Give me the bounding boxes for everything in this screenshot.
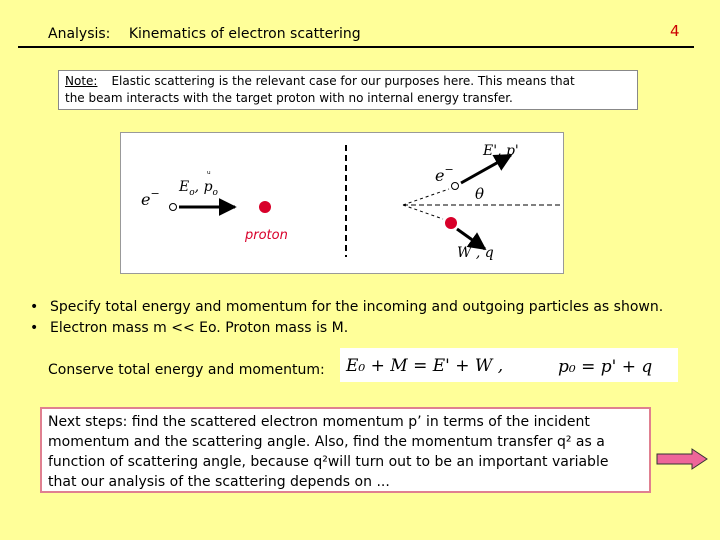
momentum-equation: p₀ = p' + q	[558, 357, 653, 377]
next-steps-box	[40, 407, 651, 493]
scattering-diagram	[120, 132, 564, 274]
bullet-list	[30, 297, 663, 339]
vector-mark-p0: ᵘ	[207, 170, 211, 180]
recoil-proton	[445, 217, 457, 229]
title-divider	[18, 46, 694, 48]
scattered-kinematics-label: E', p'	[483, 143, 519, 159]
slide-title	[48, 26, 361, 42]
page-number: 4	[670, 22, 680, 40]
diagram-svg	[121, 133, 563, 273]
title-topic: Kinematics of electron scattering	[128, 26, 361, 42]
scattered-path	[403, 189, 449, 205]
next-steps-line: Next steps: find the scattered electron momentum p’ in terms of the incident	[48, 414, 590, 430]
scattering-angle-label: θ	[475, 185, 485, 203]
bullet-item: • Electron mass m << Eo. Proton mass is M.	[30, 318, 663, 339]
note-label: Note:	[65, 74, 98, 88]
bullet-item: • Specify total energy and momentum for the incoming and outgoing particles as shown.	[30, 297, 663, 318]
recoil-kinematics-label: W , q	[457, 245, 494, 261]
conservation-equations	[340, 348, 678, 382]
incoming-electron	[170, 204, 177, 211]
energy-equation: E₀ + M = E' + W ,	[346, 356, 504, 376]
title-label: Analysis:	[48, 26, 111, 42]
next-steps-line: that our analysis of the scattering depends on ...	[48, 474, 390, 490]
note-text-2: the beam interacts with the target proton with no internal energy transfer.	[65, 91, 513, 105]
note-box	[58, 70, 638, 110]
equation-svg	[340, 348, 678, 382]
recoil-path	[403, 205, 443, 219]
scattered-electron-label: e−	[435, 163, 454, 185]
note-line-1	[65, 73, 631, 90]
scattered-electron	[452, 183, 459, 190]
next-steps-line: function of scattering angle, because q²will turn out to be an important variable	[48, 454, 609, 470]
note-text-1: Elastic scattering is the relevant case for our purposes here. This means that	[111, 74, 575, 88]
proton-label: proton	[245, 228, 288, 243]
incoming-kinematics-label: $E_o$, $p_o$	[179, 179, 218, 198]
incoming-electron-label: e−	[141, 187, 160, 209]
next-steps-line: momentum and the scattering angle. Also, find the momentum transfer q² as a	[48, 434, 605, 450]
next-slide-arrow-icon[interactable]	[656, 448, 708, 470]
conservation-label: Conserve total energy and momentum:	[48, 362, 325, 378]
scattered-arrow	[461, 155, 511, 183]
proton-target	[259, 201, 271, 213]
